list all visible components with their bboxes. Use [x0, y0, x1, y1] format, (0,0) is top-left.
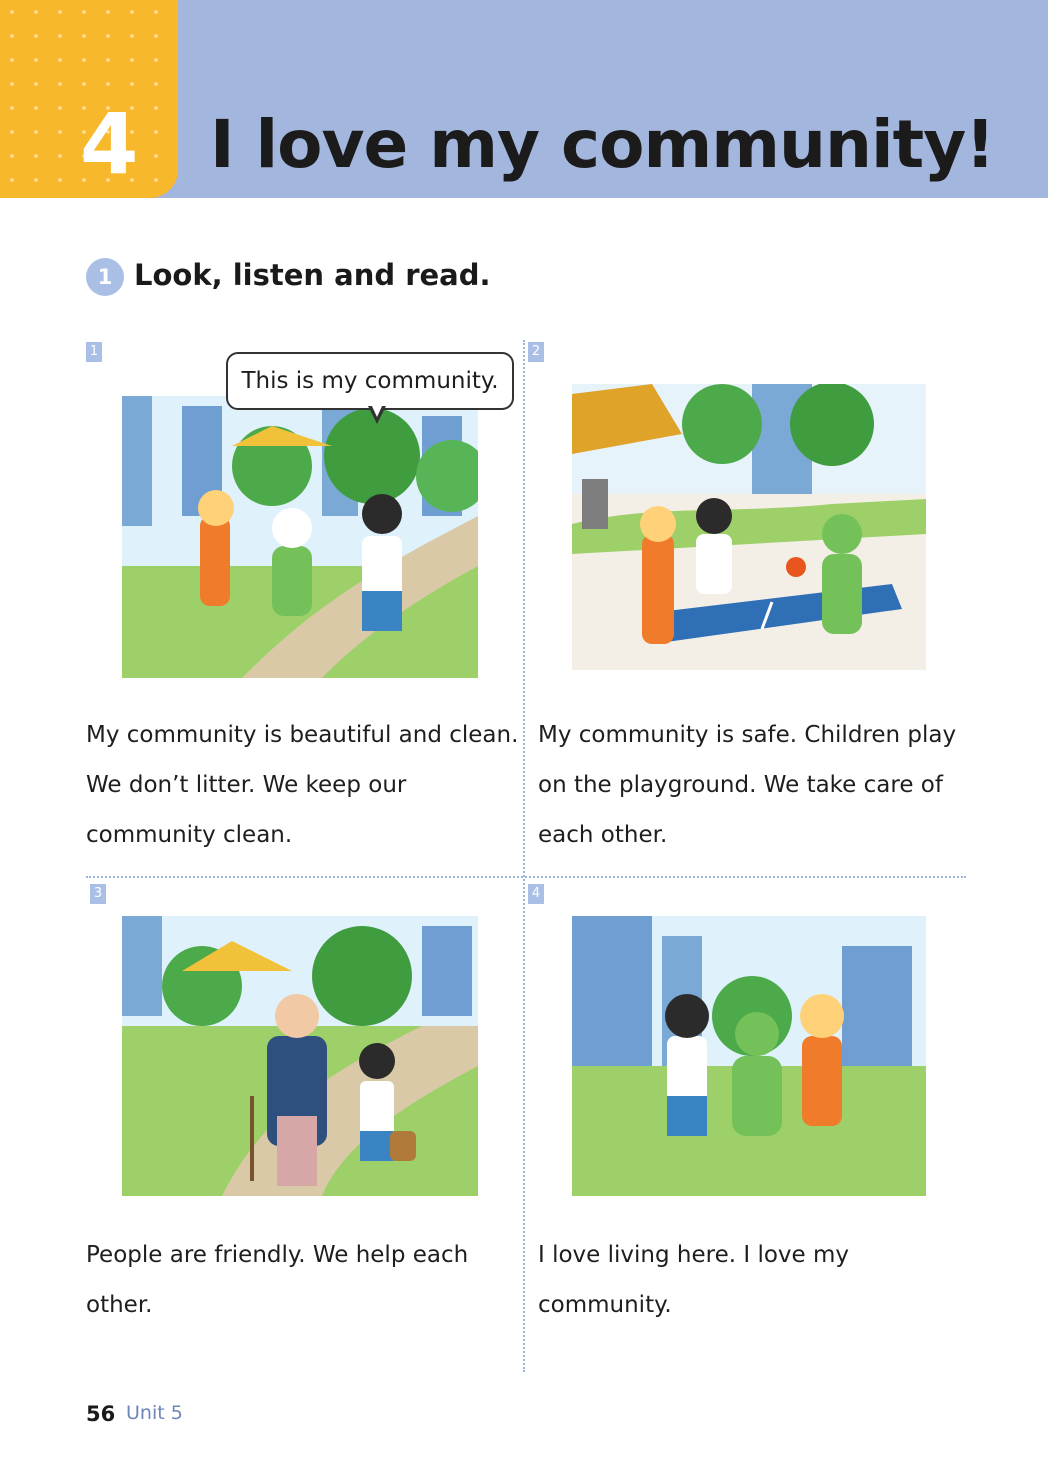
panel-4-text	[538, 1230, 849, 1330]
speech-bubble-tail	[368, 406, 386, 424]
lesson-number: 4	[80, 95, 139, 193]
task-number-badge: 1	[86, 258, 124, 296]
panel-number-3: 3	[90, 884, 106, 904]
panel-divider-vertical	[523, 340, 525, 1372]
panel-1-line-3: community clean.	[86, 822, 293, 848]
panel-2-illustration	[572, 384, 926, 670]
panel-4-line-2: community.	[538, 1292, 672, 1318]
panel-2-line-1: My community is safe. Children play	[538, 722, 957, 748]
panel-4-illustration	[572, 916, 926, 1196]
panel-2-line-2: on the playground. We take care of	[538, 772, 943, 798]
unit-label: Unit 5	[126, 1402, 183, 1424]
panel-4-line-1: I love living here. I love my	[538, 1242, 849, 1268]
page-title: I love my community!	[210, 106, 995, 183]
speech-bubble: This is my community.	[226, 352, 514, 410]
panel-3-line-2: other.	[86, 1292, 153, 1318]
panel-number-4: 4	[528, 884, 544, 904]
panel-divider-horizontal	[86, 876, 966, 878]
panel-3-text	[86, 1230, 468, 1330]
panel-1-text	[86, 710, 518, 860]
panel-2-text	[538, 710, 956, 860]
page-number: 56	[86, 1402, 116, 1426]
panel-1-illustration	[122, 396, 478, 678]
panel-3-line-1: People are friendly. We help each	[86, 1242, 469, 1268]
panel-number-1: 1	[86, 342, 102, 362]
panel-2-line-3: each other.	[538, 822, 668, 848]
panel-number-2: 2	[528, 342, 544, 362]
task-instruction: Look, listen and read.	[134, 258, 491, 292]
panel-1-line-1: My community is beautiful and clean.	[86, 722, 519, 748]
panel-3-illustration	[122, 916, 478, 1196]
panel-1-line-2: We don’t litter. We keep our	[86, 772, 407, 798]
